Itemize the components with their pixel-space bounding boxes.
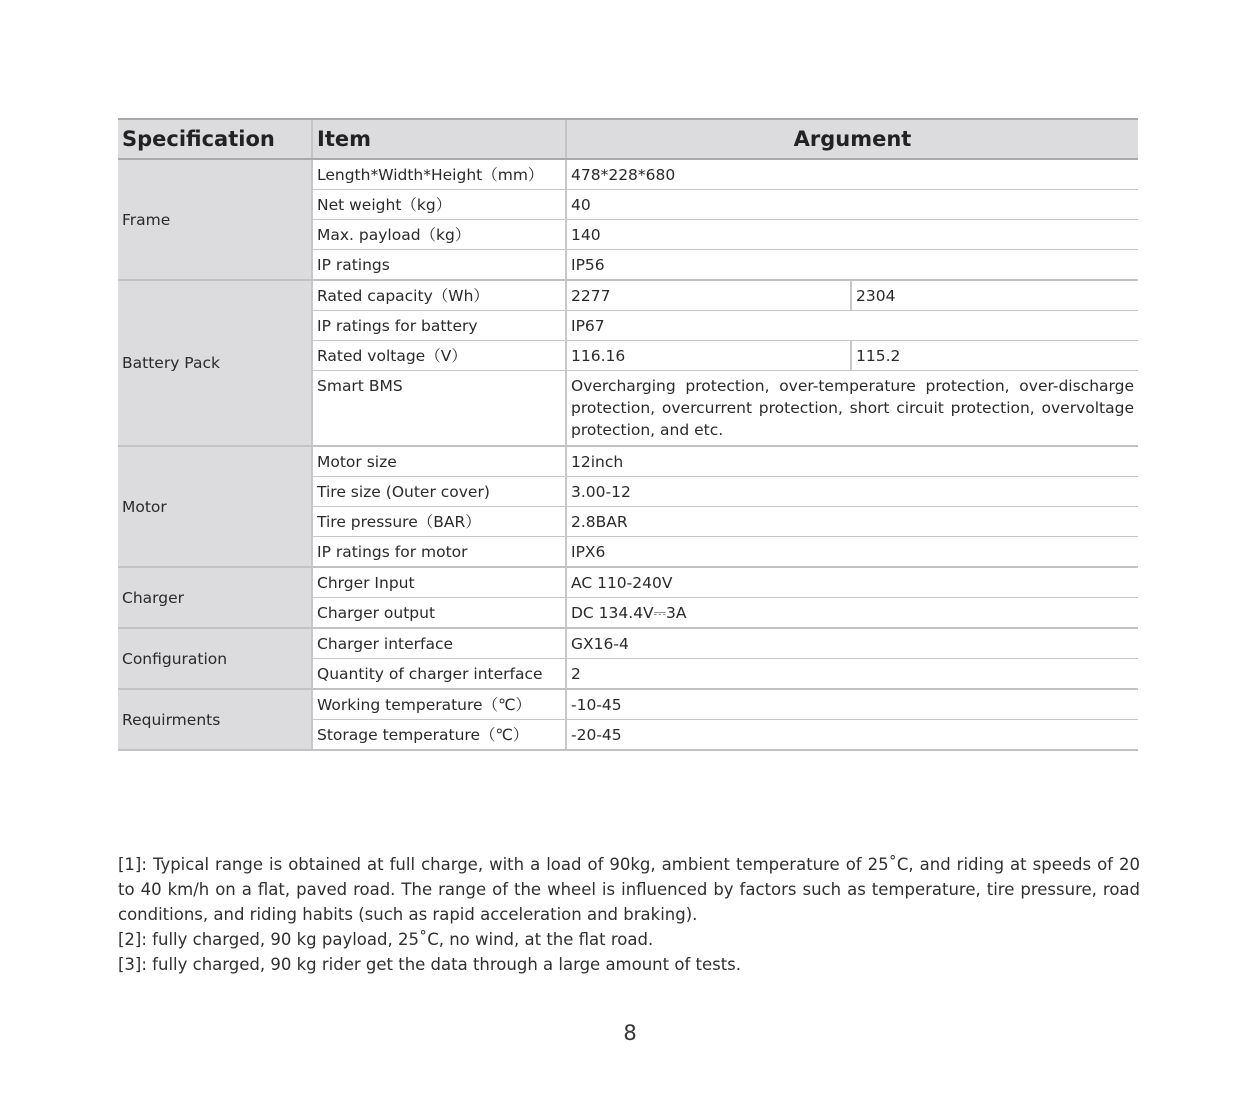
item-cell: Length*Width*Height（mm） bbox=[312, 159, 566, 190]
item-cell: Charger interface bbox=[312, 628, 566, 659]
item-cell: IP ratings for motor bbox=[312, 537, 566, 568]
group-configuration: Configuration bbox=[118, 628, 312, 689]
header-argument: Argument bbox=[566, 119, 1138, 159]
item-cell: Chrger Input bbox=[312, 567, 566, 598]
footnote-2: [2]: fully charged, 90 kg payload, 25˚C, no wind, at the flat road. bbox=[118, 930, 654, 949]
table-row bbox=[118, 280, 1138, 311]
table-row bbox=[118, 567, 1138, 598]
header-item: Item bbox=[312, 119, 566, 159]
item-cell: Quantity of charger interface bbox=[312, 659, 566, 690]
value-cell: -10-45 bbox=[566, 689, 1138, 720]
value-cell: Overcharging protection, over-temperature protection, over-discharge protection, overcurrent protection, short circuit protection, overvoltage protection, and etc. bbox=[566, 371, 1138, 447]
item-cell: Max. payload（kg） bbox=[312, 220, 566, 250]
value-cell: 40 bbox=[566, 190, 1138, 220]
item-cell: Rated voltage（V） bbox=[312, 341, 566, 371]
value-cell: IP56 bbox=[566, 250, 1138, 281]
value-cell: 12inch bbox=[566, 446, 1138, 477]
item-cell: Tire pressure（BAR） bbox=[312, 507, 566, 537]
item-cell: Tire size (Outer cover) bbox=[312, 477, 566, 507]
value-cell: 2277 bbox=[566, 280, 851, 311]
item-cell: IP ratings bbox=[312, 250, 566, 281]
value-cell: 116.16 bbox=[566, 341, 851, 371]
value-cell: 140 bbox=[566, 220, 1138, 250]
group-battery-pack: Battery Pack bbox=[118, 280, 312, 446]
value-cell-alt: 115.2 bbox=[851, 341, 1138, 371]
value-cell: GX16-4 bbox=[566, 628, 1138, 659]
group-charger: Charger bbox=[118, 567, 312, 628]
table-header-row bbox=[118, 119, 1138, 159]
footnote-1: [1]: Typical range is obtained at full charge, with a load of 90kg, ambient temperature of 25˚C, and riding at speeds of 20 to 40 km/h on a flat, paved road. The range of the wheel is influenced by factors such as temperature, tire pressure, road conditions, and riding habits (such as rapid acceleration and braking). bbox=[118, 855, 1140, 924]
group-frame: Frame bbox=[118, 159, 312, 280]
item-cell: Storage temperature（℃） bbox=[312, 720, 566, 751]
value-cell: IPX6 bbox=[566, 537, 1138, 568]
value-cell: 478*228*680 bbox=[566, 159, 1138, 190]
group-motor: Motor bbox=[118, 446, 312, 567]
table-row bbox=[118, 689, 1138, 720]
page-number: 8 bbox=[623, 1021, 637, 1045]
table-row bbox=[118, 446, 1138, 477]
table-row bbox=[118, 628, 1138, 659]
item-cell: Rated capacity（Wh） bbox=[312, 280, 566, 311]
group-requirements: Requirments bbox=[118, 689, 312, 750]
value-cell: IP67 bbox=[566, 311, 1138, 341]
item-cell: IP ratings for battery bbox=[312, 311, 566, 341]
value-cell: 2 bbox=[566, 659, 1138, 690]
value-cell: AC 110-240V bbox=[566, 567, 1138, 598]
table-row bbox=[118, 159, 1138, 190]
item-cell: Net weight（kg） bbox=[312, 190, 566, 220]
item-cell: Working temperature（℃） bbox=[312, 689, 566, 720]
value-cell: 3.00-12 bbox=[566, 477, 1138, 507]
footnote-3: [3]: fully charged, 90 kg rider get the data through a large amount of tests. bbox=[118, 955, 742, 974]
item-cell: Smart BMS bbox=[312, 371, 566, 447]
footnotes bbox=[118, 852, 1140, 977]
value-cell: DC 134.4V⎓3A bbox=[566, 598, 1138, 629]
item-cell: Charger output bbox=[312, 598, 566, 629]
value-cell: -20-45 bbox=[566, 720, 1138, 751]
header-specification: Specification bbox=[118, 119, 312, 159]
specification-table bbox=[118, 118, 1138, 751]
item-cell: Motor size bbox=[312, 446, 566, 477]
value-cell: 2.8BAR bbox=[566, 507, 1138, 537]
value-cell-alt: 2304 bbox=[851, 280, 1138, 311]
